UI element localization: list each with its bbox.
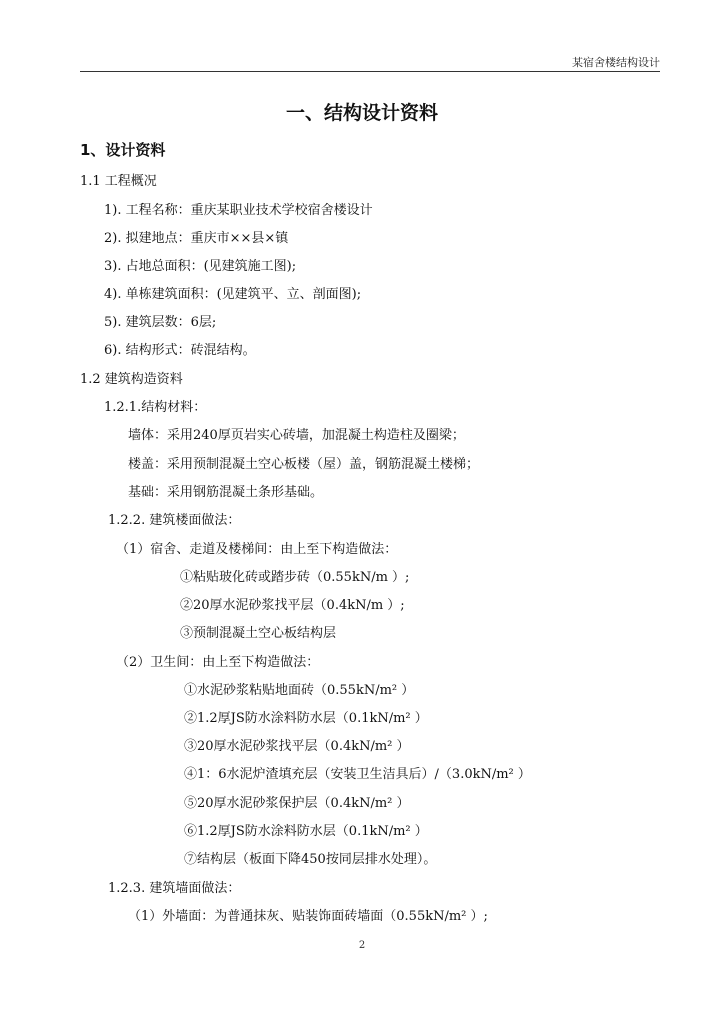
subsection-heading-1-1: 1.1 工程概况 bbox=[80, 174, 157, 189]
floor-layer-item: ⑦结构层（板面下降450按同层排水处理）。 bbox=[184, 852, 437, 867]
project-item: 4). 单栋建筑面积：(见建筑平、立、剖面图); bbox=[104, 287, 362, 302]
page-number: 2 bbox=[358, 940, 366, 951]
floor-layer-item: ④1：6水泥炉渣填充层（安装卫生洁具后）/（3.0kN/m² ） bbox=[184, 767, 531, 782]
floor-layer-item: ⑥1.2厚JS防水涂料防水层（0.1kN/m² ） bbox=[184, 824, 428, 839]
subsubsection-heading-1-2-1: 1.2.1.结构材料： bbox=[104, 400, 207, 415]
subsubsection-heading-1-2-2: 1.2.2. 建筑楼面做法： bbox=[108, 513, 241, 528]
project-item: 6). 结构形式：砖混结构。 bbox=[104, 343, 256, 358]
project-item: 5). 建筑层数：6层; bbox=[104, 315, 217, 330]
subsection-heading-1-2: 1.2 建筑构造资料 bbox=[80, 372, 183, 387]
material-item: 楼盖：采用预制混凝土空心板楼（屋）盖，钢筋混凝土楼梯； bbox=[128, 457, 480, 472]
floor-layer-item: ⑤20厚水泥砂浆保护层（0.4kN/m² ） bbox=[184, 796, 410, 811]
section-heading: 1、设计资料 bbox=[80, 141, 166, 159]
floor-layer-item: ①粘贴玻化砖或踏步砖（0.55kN/m ）; bbox=[180, 570, 410, 585]
floor-layer-item: ③预制混凝土空心板结构层 bbox=[180, 626, 337, 641]
material-item: 墙体：采用240厚页岩实心砖墙，加混凝土构造柱及圈梁； bbox=[128, 428, 465, 443]
running-header: 某宿舍楼结构设计 bbox=[572, 56, 660, 69]
floor-layer-item: ③20厚水泥砂浆找平层（0.4kN/m² ） bbox=[184, 739, 410, 754]
floor-layer-item: ②20厚水泥砂浆找平层（0.4kN/m ）; bbox=[180, 598, 405, 613]
material-item: 基础：采用钢筋混凝土条形基础。 bbox=[128, 485, 324, 500]
floor-layer-item: ①水泥砂浆粘贴地面砖（0.55kN/m² ） bbox=[184, 683, 415, 698]
subsubsection-heading-1-2-3: 1.2.3. 建筑墙面做法： bbox=[108, 881, 241, 896]
floor-layer-item: ②1.2厚JS防水涂料防水层（0.1kN/m² ） bbox=[184, 711, 428, 726]
floor-group-heading: （2）卫生间：由上至下构造做法： bbox=[116, 655, 320, 670]
project-item: 2). 拟建地点：重庆市××县×镇 bbox=[104, 231, 289, 246]
wall-finish-item: （1）外墙面：为普通抹灰、贴装饰面砖墙面（0.55kN/m² ）; bbox=[128, 909, 488, 924]
chapter-title: 一、结构设计资料 bbox=[285, 102, 438, 124]
project-item: 1). 工程名称：重庆某职业技术学校宿舍楼设计 bbox=[104, 203, 373, 218]
project-item: 3). 占地总面积：(见建筑施工图); bbox=[104, 259, 297, 274]
header-rule bbox=[80, 71, 660, 72]
floor-group-heading: （1）宿舍、走道及楼梯间：由上至下构造做法： bbox=[116, 542, 398, 557]
